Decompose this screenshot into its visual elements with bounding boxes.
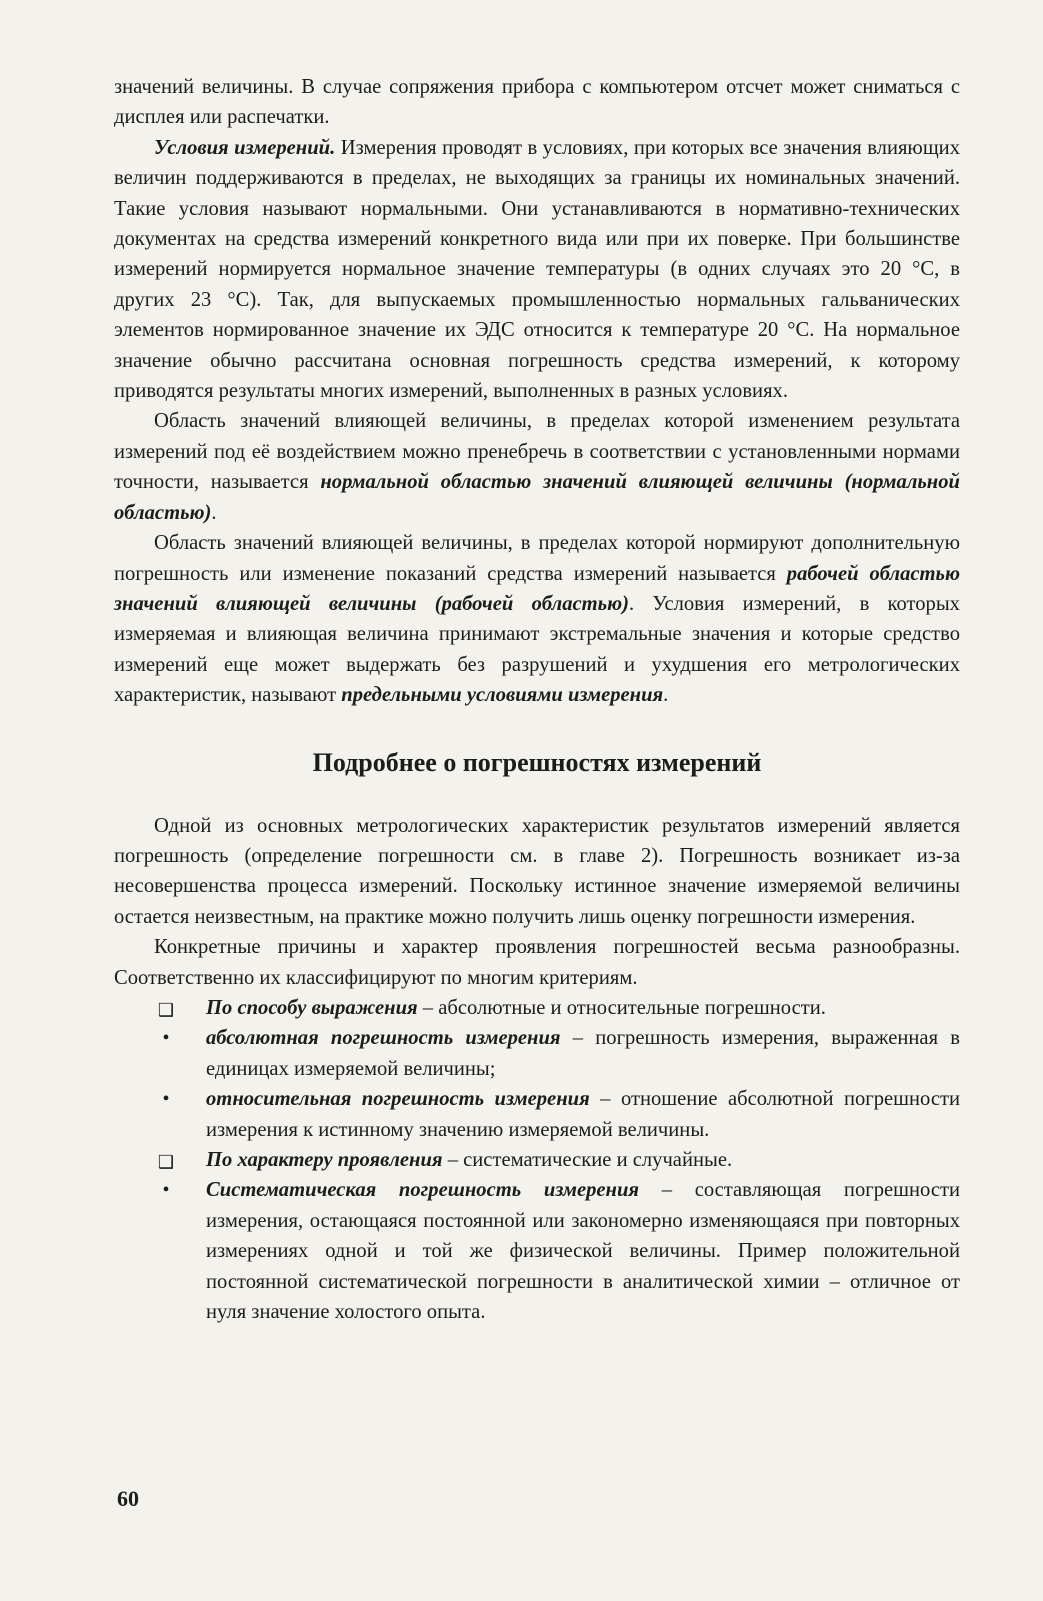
bullet-icon: • — [162, 1179, 170, 1202]
paragraph-conditions — [114, 133, 960, 407]
conditions-heading: Условия измерений. — [154, 136, 336, 159]
bullet-icon: • — [162, 1088, 170, 1111]
page-text — [114, 72, 960, 1327]
classification-list — [114, 993, 960, 1327]
list-item — [114, 1084, 960, 1145]
working-area-term: рабочей областью значений влияющей величины (рабочей областью) — [114, 562, 960, 615]
list-item-term: Систематическая погрешность измерения — [206, 1179, 640, 1202]
list-item-term: абсолютная погрешность измерения — [206, 1027, 561, 1050]
paragraph-normal-area — [114, 406, 960, 528]
list-item-text: – составляющая погрешности измерения, остающаяся постоянной или закономерно изменяющаяся при повторных измерениях одной и той же физической величины. Пример положительной постоянной систематической погрешности в аналитической химии – отличное от нуля значение холостого опыта. — [206, 1179, 960, 1324]
list-item-text: – отношение абсолютной погрешности измерения к истинному значению измеряемой величины. — [206, 1088, 961, 1141]
checkbox-square-icon: ❑ — [157, 1152, 175, 1172]
paragraph-causes: Конкретные причины и характер проявления погрешностей весьма разнообразны. Соответственно их классифицируют по многим критериям. — [114, 936, 960, 989]
paragraph-top: значений величины. В случае сопряжения прибора с компьютером отсчет может сниматься с дисплея или распечатки. — [114, 76, 960, 129]
list-item-term: По характеру проявления — [206, 1149, 443, 1171]
paragraph-working-area — [114, 528, 960, 710]
list-item — [114, 1145, 960, 1175]
list-item — [114, 1175, 960, 1327]
section-title: Подробнее о погрешностях измерений — [312, 747, 762, 777]
list-item-term: относительная погрешность измерения — [206, 1088, 590, 1111]
list-item — [114, 993, 960, 1023]
paragraph-errors: Одной из основных метрологических характеристик результатов измерений является погрешность (определение погрешности см. в главе 2). Погрешность возникает из-за несовершенства процесса измерений. Поскольку истинное значение измеряемой величины остается неизвестным, на практике можно получить лишь оценку погрешности измерения. — [114, 814, 960, 928]
bullet-icon: • — [162, 1027, 170, 1050]
list-item — [114, 1023, 960, 1084]
list-item-text: – систематические и случайные. — [442, 1149, 733, 1171]
list-item-text: – погрешность измерения, выраженная в единицах измеряемой величины; — [206, 1027, 960, 1080]
conditions-text: Измерения проводят в условиях, при которых все значения влияющих величин поддерживаются в пределах, не выходящих за границы их номинальных значений. Такие условия называют нормальными. Они устанавливаются в нормативно-технических документах на средства измерений конкретного вида или при их поверке. При большинстве измерений нормируется нормальное значение температуры (в одних случаях это 20 °С, в других 23 °С). Так, для выпускаемых промышленностью нормальных гальванических элементов нормированное значение их ЭДС относится к температуре 20 °С. На нормальное значение обычно рассчитана основная погрешность средства измерений, к которому приводятся результаты многих измерений, выполненных в разных условиях. — [114, 136, 960, 403]
working-area-text: Область значений влияющей величины, в пределах которой нормируют дополнительную погрешность или изменение показаний средства измерений называется — [114, 532, 960, 585]
page-number: 60 — [117, 1486, 139, 1511]
normal-area-text: Область значений влияющей величины, в пределах которой изменением результата измерений под её воздействием можно пренебречь в соответствии с установленными нормами точности, называется — [114, 410, 960, 494]
working-area-middle: . Условия измерений, в которых измеряемая и влияющая величина принимают экстремальные значения и которые средство измерений еще может выдержать без разрушений и ухудшения его метрологических характеристик, называют — [114, 592, 960, 707]
limit-conditions-term: предельными условиями измерения — [341, 684, 664, 707]
normal-area-term: нормальной областью значений влияющей величины (нормальной областью) — [114, 471, 960, 524]
checkbox-square-icon: ❑ — [157, 999, 175, 1020]
working-area-end: . — [663, 684, 669, 707]
normal-area-end: . — [211, 501, 217, 524]
list-item-text: – абсолютные и относительные погрешности. — [417, 996, 826, 1019]
list-item-term: По способу выражения — [206, 996, 418, 1019]
